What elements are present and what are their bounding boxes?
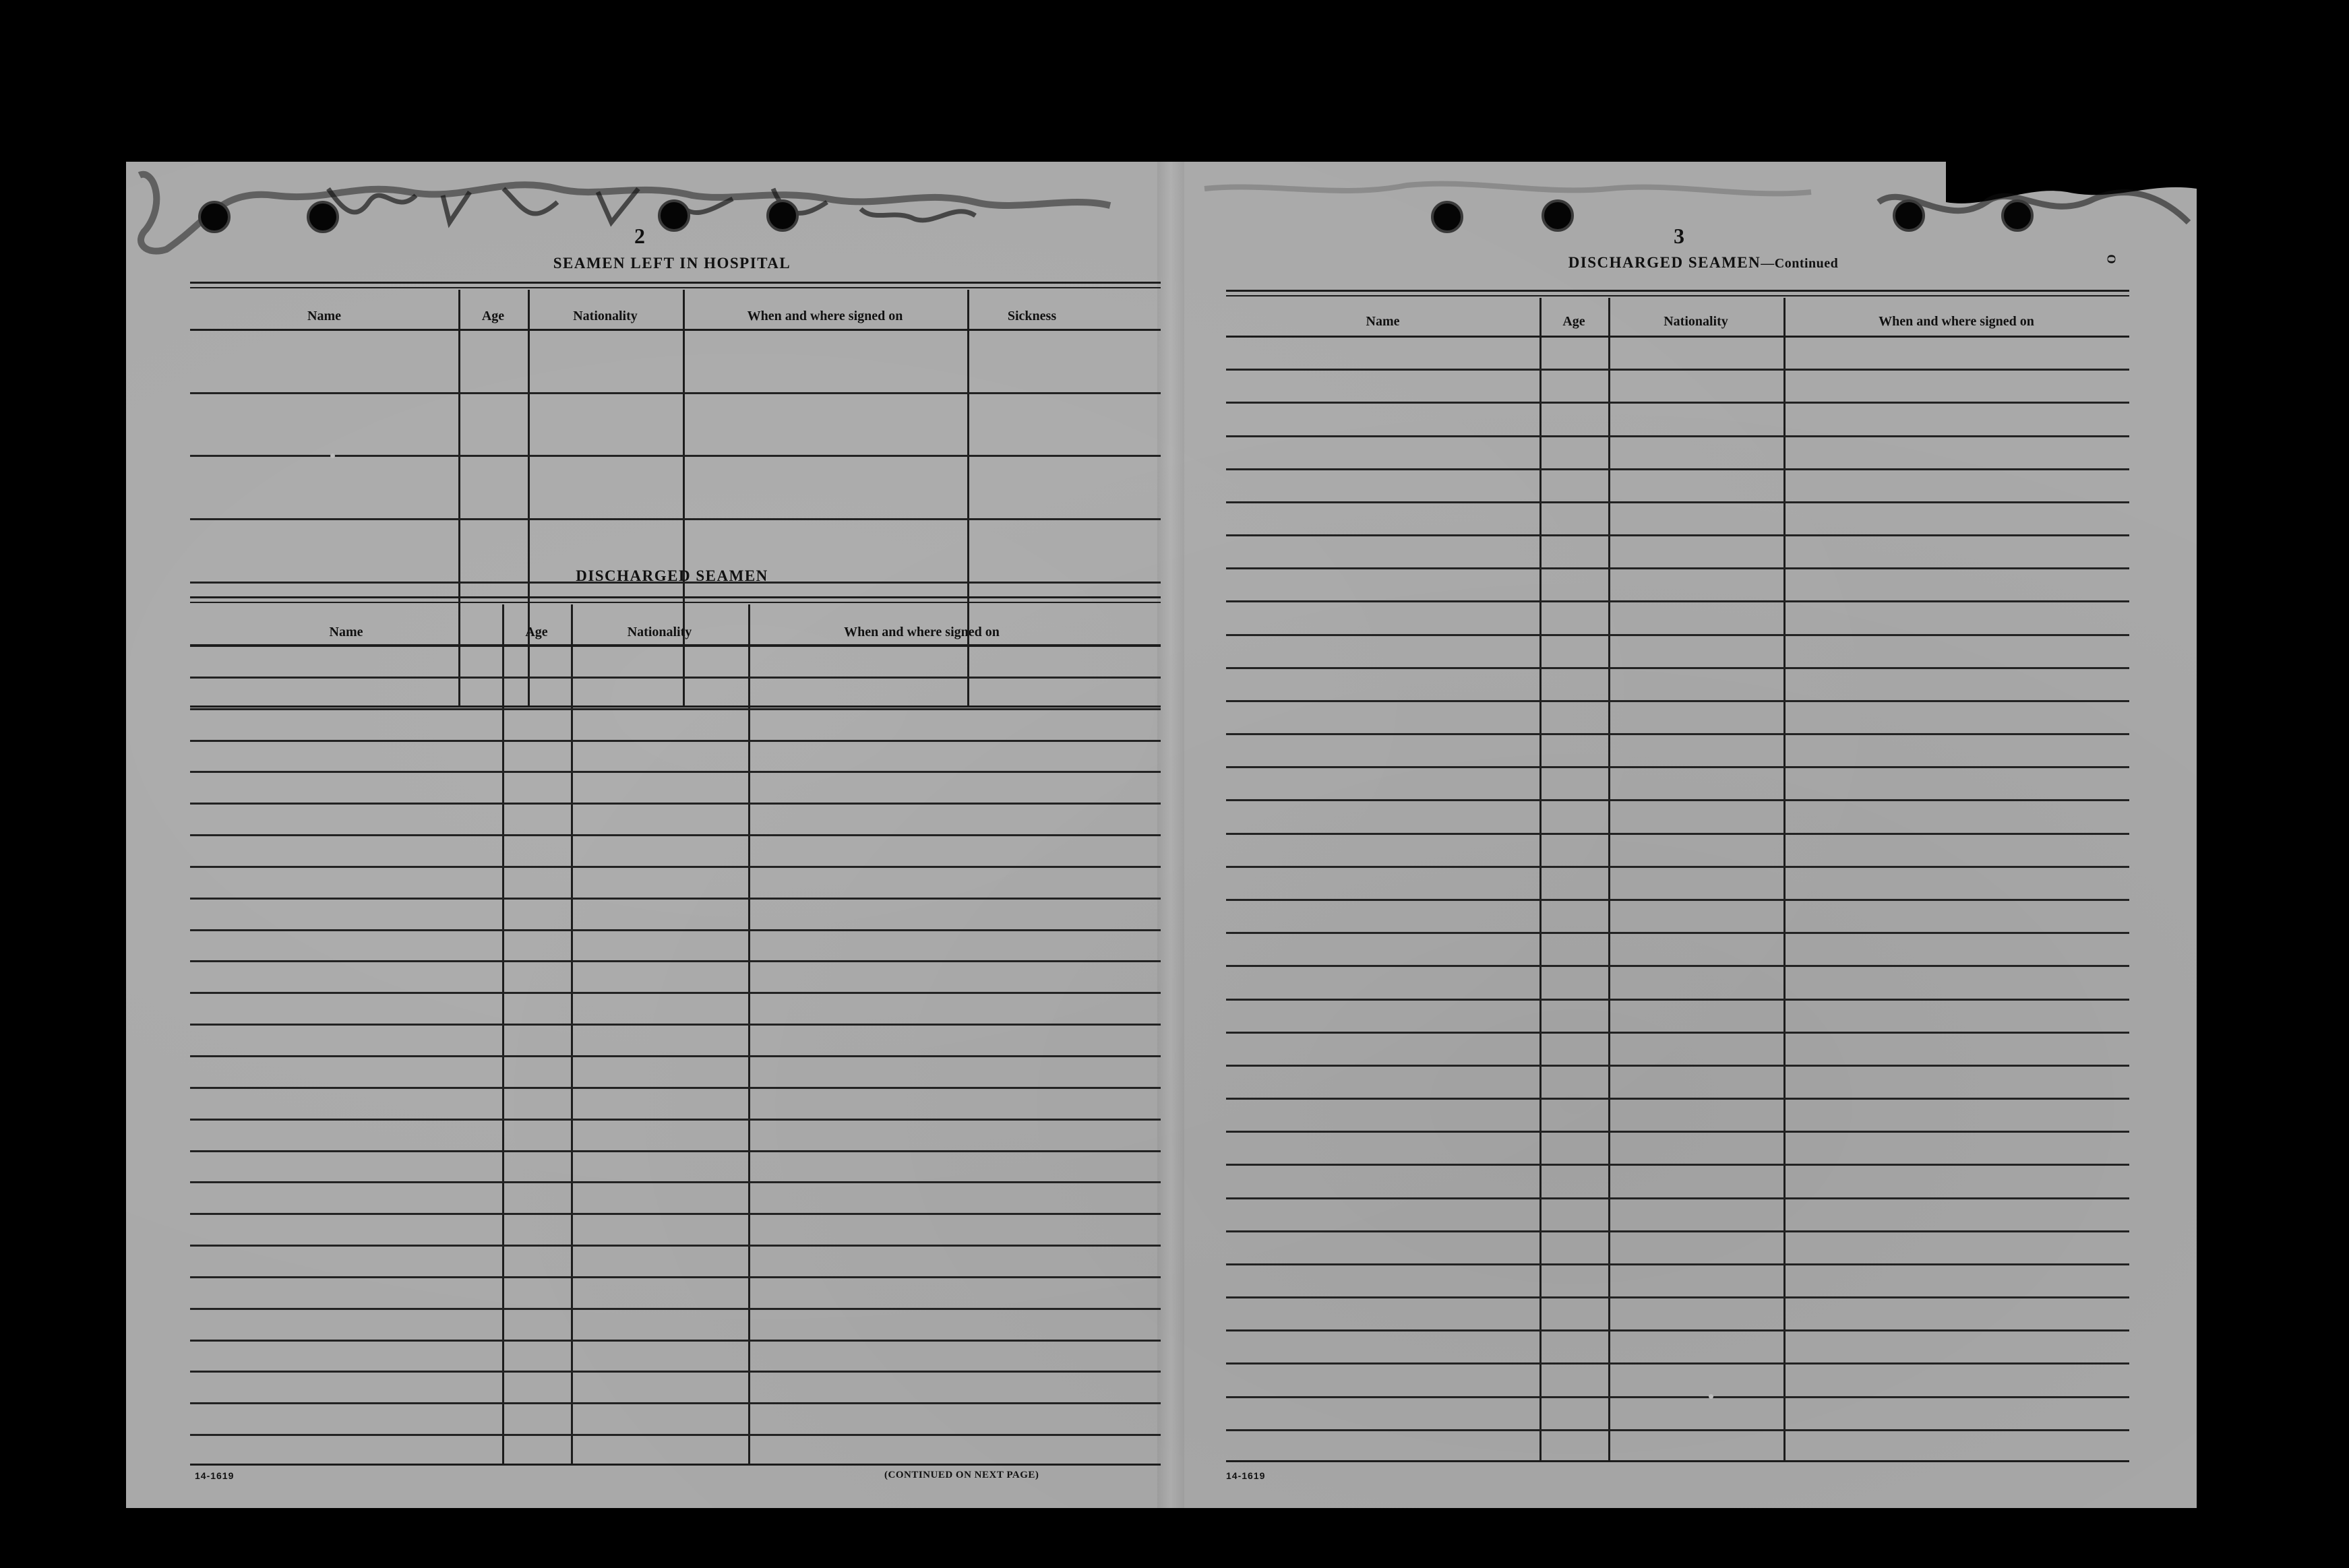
table-row (190, 771, 1161, 773)
column-divider (748, 604, 750, 1466)
column-header: Nationality (573, 309, 638, 323)
column-header: Name (329, 625, 363, 639)
column-header: Sickness (1007, 309, 1057, 323)
continued-section-title-main: DISCHARGED SEAMEN (1568, 254, 1761, 271)
table-row (1226, 501, 2129, 503)
column-divider (571, 604, 573, 1466)
table-row (190, 1402, 1161, 1404)
left-page-number: 2 (634, 224, 646, 248)
table-row (190, 929, 1161, 931)
table-row (1226, 932, 2129, 934)
column-header: When and where signed on (747, 309, 903, 323)
table-row (190, 992, 1161, 994)
punch-hole-icon (1542, 199, 1574, 232)
table-row (1226, 567, 2129, 569)
table-row (1226, 766, 2129, 768)
center-fold (1157, 162, 1184, 1508)
table-row (1226, 1230, 2129, 1232)
hospital-section-title: SEAMEN LEFT IN HOSPITAL (553, 255, 791, 272)
right-page-number: 3 (1674, 224, 1685, 248)
column-header: Name (307, 309, 341, 323)
table-row (190, 1434, 1161, 1436)
table-row (190, 898, 1161, 900)
right-discharged-table (1226, 290, 2129, 1462)
table-top-rule (190, 287, 1161, 288)
column-header: Nationality (627, 625, 692, 639)
table-row (1226, 866, 2129, 868)
table-row (190, 1308, 1161, 1310)
table-row (190, 1340, 1161, 1342)
table-row (1226, 634, 2129, 636)
table-row (1226, 1329, 2129, 1331)
table-row (1226, 435, 2129, 437)
table-row (1226, 899, 2129, 901)
table-row (1226, 1098, 2129, 1100)
table-row (1226, 468, 2129, 470)
table-row (190, 518, 1161, 520)
table-row (190, 1213, 1161, 1215)
table-top-rule (190, 282, 1161, 284)
edge-mark: O (2104, 254, 2118, 264)
scan-speck (330, 453, 335, 458)
table-row (190, 1150, 1161, 1152)
column-divider (1539, 298, 1542, 1462)
table-top-rule (1226, 295, 2129, 296)
header-rule (1226, 336, 2129, 338)
column-divider (1783, 298, 1786, 1462)
table-row (1226, 1263, 2129, 1265)
table-row (190, 1055, 1161, 1057)
table-row (190, 1119, 1161, 1121)
table-row (190, 960, 1161, 962)
table-bottom-rule (1226, 1460, 2129, 1462)
scanned-sheet (126, 162, 2197, 1508)
column-header: When and where signed on (844, 625, 1000, 639)
discharged-section-title: DISCHARGED SEAMEN (576, 567, 768, 584)
punch-hole-icon (1893, 199, 1925, 232)
right-form-code: 14-1619 (1226, 1470, 1266, 1481)
table-row (1226, 733, 2129, 735)
table-row (190, 740, 1161, 742)
table-row (1226, 833, 2129, 835)
table-row (190, 866, 1161, 868)
table-row (190, 1371, 1161, 1373)
column-header: When and where signed on (1879, 314, 2034, 329)
continued-suffix: —Continued (1761, 256, 1839, 271)
continued-note: (CONTINUED ON NEXT PAGE) (884, 1470, 1039, 1480)
table-row (1226, 799, 2129, 801)
header-rule (190, 645, 1161, 647)
table-row (1226, 1065, 2129, 1067)
table-row (190, 1024, 1161, 1026)
punch-hole-icon (307, 201, 339, 233)
table-row (190, 1087, 1161, 1089)
table-row (1226, 1197, 2129, 1199)
punch-hole-icon (2001, 199, 2034, 232)
table-top-rule (190, 602, 1161, 603)
table-row (1226, 369, 2129, 371)
table-row (190, 392, 1161, 394)
table-top-rule (1226, 290, 2129, 292)
table-row (1226, 534, 2129, 536)
torn-top-edge (126, 162, 2197, 263)
left-form-code: 14-1619 (195, 1470, 235, 1481)
header-rule (190, 329, 1161, 331)
table-row (1226, 700, 2129, 702)
punch-hole-icon (1431, 201, 1463, 233)
table-top-rule (190, 596, 1161, 598)
table-row (1226, 600, 2129, 602)
scan-speck (1709, 1394, 1713, 1399)
discharged-table (190, 596, 1161, 1466)
table-row (1226, 1396, 2129, 1398)
table-row (1226, 1131, 2129, 1133)
table-row (1226, 1362, 2129, 1365)
table-row (190, 708, 1161, 710)
table-row (1226, 402, 2129, 404)
column-header: Age (525, 625, 548, 639)
table-row (1226, 1296, 2129, 1298)
column-header: Nationality (1664, 314, 1728, 329)
table-row (190, 1181, 1161, 1183)
column-header: Name (1366, 314, 1400, 329)
table-row (190, 677, 1161, 679)
column-header: Age (481, 309, 505, 323)
table-row (190, 455, 1161, 457)
table-row (190, 1276, 1161, 1278)
table-row (1226, 1032, 2129, 1034)
column-header: Age (1562, 314, 1585, 329)
table-row (1226, 667, 2129, 669)
table-row (190, 834, 1161, 836)
table-row (1226, 1429, 2129, 1431)
continued-section-title (1501, 254, 1905, 272)
punch-hole-icon (766, 199, 799, 232)
column-divider (1608, 298, 1610, 1462)
table-row (190, 803, 1161, 805)
column-divider (502, 604, 504, 1466)
table-row (1226, 1164, 2129, 1166)
table-row (190, 1245, 1161, 1247)
punch-hole-icon (198, 201, 231, 233)
table-bottom-rule (190, 1464, 1161, 1466)
table-row (1226, 999, 2129, 1001)
punch-hole-icon (658, 199, 690, 232)
table-row (1226, 965, 2129, 967)
